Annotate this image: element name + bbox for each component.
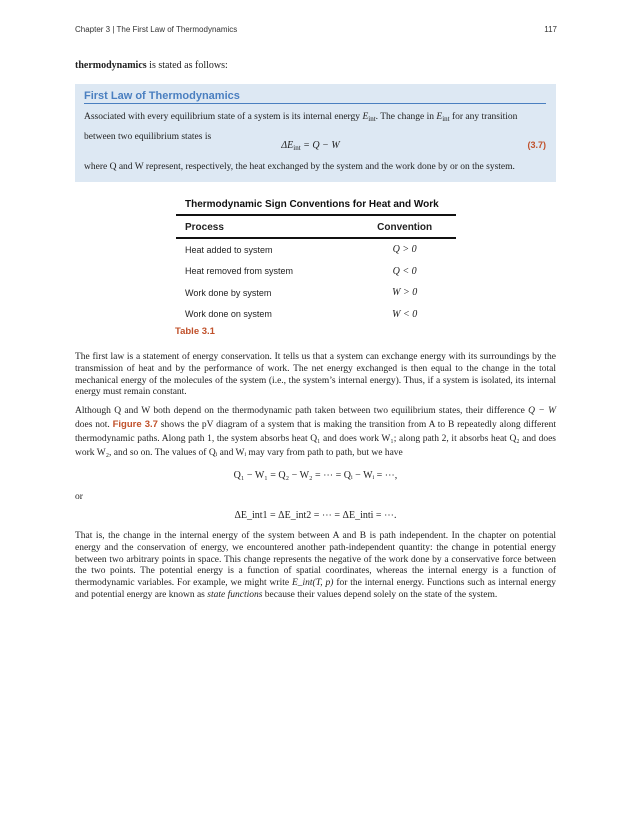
page-number: 117 (544, 25, 557, 34)
equation-number: (3.7) (527, 140, 546, 150)
equation-internal-energy: ΔE_int1 = ΔE_int2 = ⋯ = ΔE_inti = ⋯. (234, 510, 397, 521)
math-q-minus-w: Q − W (528, 406, 557, 416)
convention-cell: Q > 0 (392, 244, 417, 256)
table-row (176, 261, 456, 283)
process-cell: Work done on system (185, 309, 272, 320)
figure-3-7-link[interactable]: Figure 3.7 (112, 419, 158, 430)
convention-cell: W < 0 (392, 308, 418, 320)
paragraph-energy-conservation: The first law is a statement of energy conservation. It tells us that a system can exchange energy with its surroundings by the transmission of heat and by the performance of work. The net energy exchanged is then equal to the change in the total mechanical energy of the molecules of the system (i.e., the system’s internal energy). Thus, if a system is isolated, its internal energy must remain constant. (75, 352, 556, 398)
table-caption: Table 3.1 (175, 326, 215, 337)
lead-rest: is stated as follows: (146, 60, 228, 71)
column-header-convention: Convention (353, 215, 456, 238)
running-header-chapter: Chapter 3 | The First Law of Thermodynamics (75, 25, 238, 34)
paragraph-state-functions: That is, the change in the internal energy of the system between A and B is path independent. In the chapter on potential energy and the conservation of energy, we encountered another path-independent quantity: the change in potential energy between two arbitrary points in space. This change represents the negative of the work done by a conservative force between the two points. The potential energy is a function of spatial coordinates, whereas the internal energy is a function of thermodynamic variables. For example, we might write E_int(T, p) for the internal energy. Functions such as internal energy and potential energy are known as state functions because their values depend solely on the state of the system. (75, 531, 556, 600)
first-law-equation: $\Delta E_{int} = Q - W$ (281, 140, 340, 152)
paragraph-path-dependence: Although Q and W both depend on the thermodynamic path taken between two equilibrium states, their difference Q − W does not. Figure 3.7 shows the pV diagram of a system that is making the transition from A to B repeatedly along different thermodynamic paths. Along path 1, the system absorbs heat Q₁ and does work W₁; along path 2, it absorbs heat Q₂ and does work W₂, and so on. The values of Qᵢ and Wᵢ may vary from path to path, but we have (75, 406, 557, 458)
convention-cell: Q < 0 (392, 265, 417, 277)
table-row (176, 282, 456, 304)
first-law-footnote: where Q and W represent, respectively, the heat exchanged by the system and the work done by or on the system. (84, 162, 515, 172)
lead-bold-word: thermodynamics (75, 60, 147, 71)
first-law-box (75, 84, 556, 182)
first-law-statement: Associated with every equilibrium state of a system is its internal energy $E_{int}$. The change in $E_{int}$ for any transition between two equilibrium states is (84, 112, 518, 142)
state-functions-term: state functions (207, 589, 263, 600)
symbol-e-int: $E_{int}$ (362, 112, 376, 123)
process-cell: Work done by system (185, 287, 272, 298)
or-text: or (75, 492, 83, 502)
process-cell: Heat removed from system (185, 266, 294, 277)
sign-conventions-table (176, 214, 456, 325)
table-row (176, 238, 456, 261)
equation-path-sum: Q₁ − W₁ = Q₂ − W₂ = ⋯ = Qᵢ − Wᵢ = ⋯, (233, 470, 398, 481)
lead-sentence (75, 60, 228, 71)
column-header-process: Process (176, 215, 353, 238)
process-cell: Heat added to system (185, 244, 273, 255)
symbol-e-int-2: $E_{int}$ (436, 112, 450, 123)
math-e-int-tp: E_int(T, p) (291, 578, 334, 589)
first-law-title: First Law of Thermodynamics (84, 90, 546, 104)
table-row (176, 304, 456, 326)
table-title: Thermodynamic Sign Conventions for Heat and Work (185, 199, 439, 210)
convention-cell: W > 0 (392, 287, 418, 299)
